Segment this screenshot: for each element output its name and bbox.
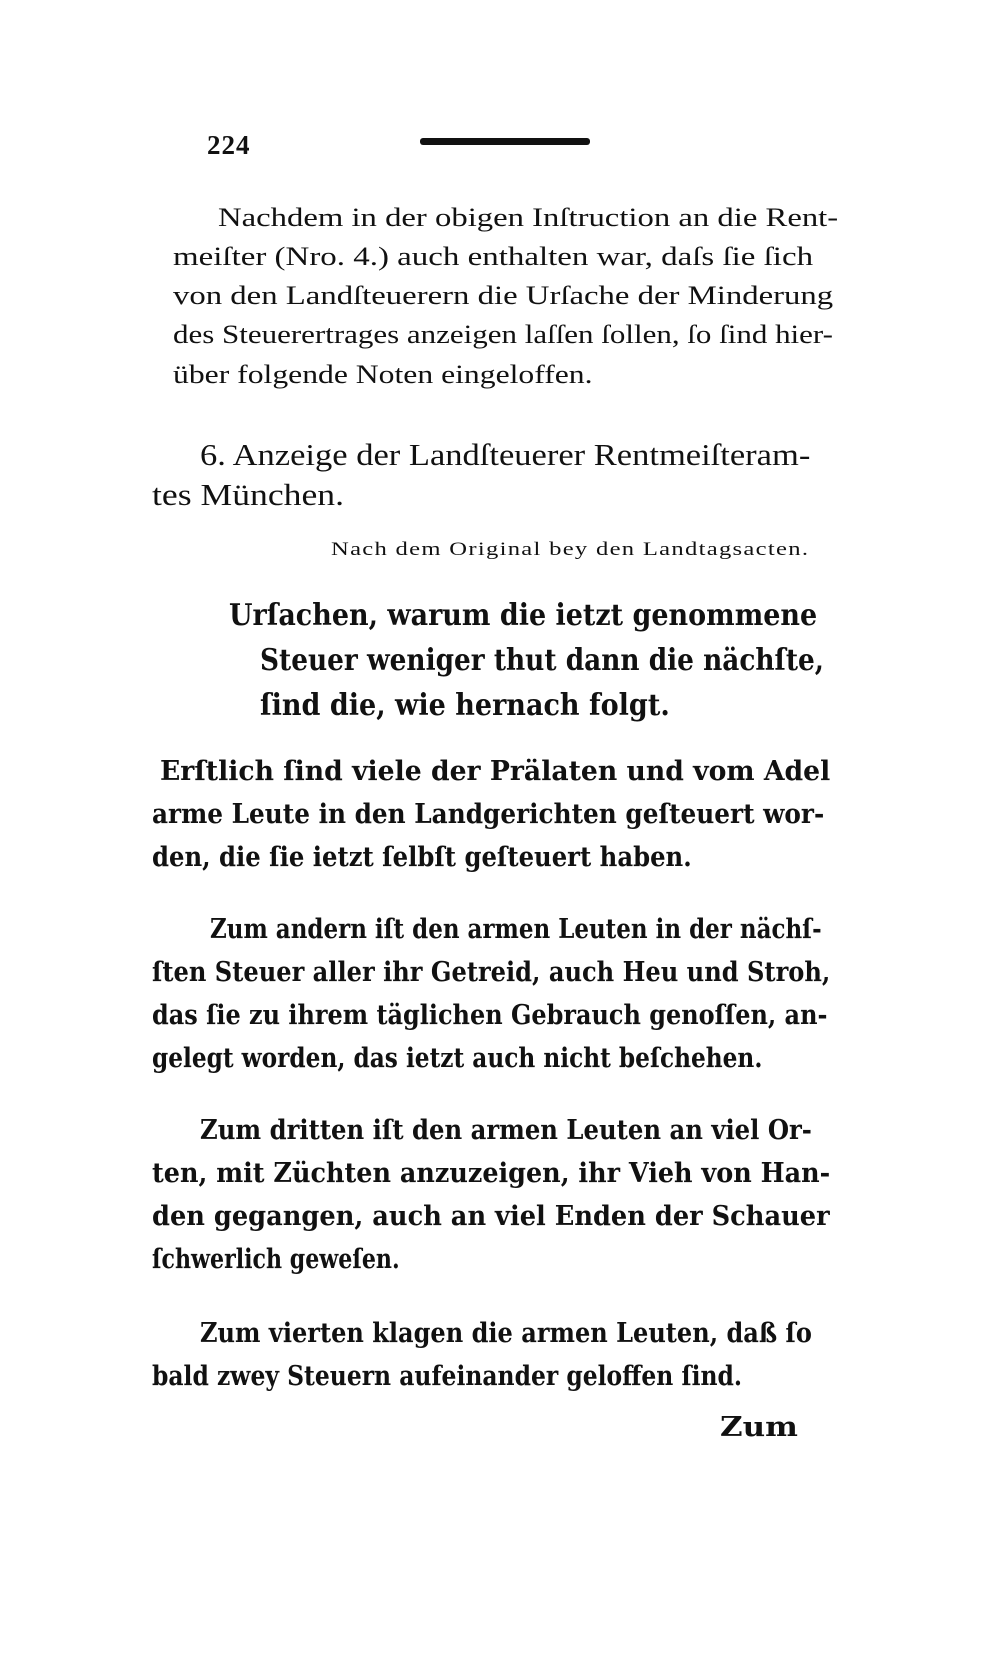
intro-line: meiſter (Nro. 4.) auch enthalten war, daſs ſie ſich (173, 242, 814, 271)
paragraph-line: Zum andern iſt den armen Leuten in der nächſ- (210, 914, 822, 945)
paragraph-line: bald zwey Steuern aufeinander geloffen ſind. (152, 1361, 743, 1392)
catchword: Zum (720, 1412, 798, 1443)
page-number: 224 (207, 130, 251, 160)
paragraph-line: ten, mit Züchten anzuzeigen, ihr Vieh von Han- (152, 1158, 831, 1189)
intro-line: des Steuerertrages anzeigen laſſen ſollen, ſo ſind hier- (173, 320, 833, 349)
paragraph-line: den, die ſie ietzt ſelbſt geſteuert haben. (152, 842, 692, 873)
intro-line: Nachdem in der obigen Inſtruction an die Rent- (218, 203, 839, 232)
header-rule (420, 138, 590, 145)
paragraph-line: Erſtlich ſind viele der Prälaten und vom Adel (160, 756, 831, 787)
source-note: Nach dem Original bey den Landtagsacten. (331, 539, 810, 560)
intro-line: über folgende Noten eingeloffen. (173, 360, 593, 389)
heading-line: 6. Anzeige der Landſteuerer Rentmeiſteram- (200, 437, 811, 472)
heading-line: tes München. (152, 477, 345, 512)
paragraph-line: gelegt worden, das ietzt auch nicht beſchehen. (152, 1043, 763, 1074)
paragraph-line: den gegangen, auch an viel Enden der Schauer (152, 1201, 830, 1232)
paragraph-line: ſchwerlich geweſen. (152, 1244, 400, 1275)
paragraph-line: arme Leute in den Landgerichten geſteuert wor- (152, 799, 825, 830)
paragraph-line: das ſie zu ihrem täglichen Gebrauch genoſſen, an- (152, 1000, 828, 1031)
paragraph-line: ſten Steuer aller ihr Getreid, auch Heu und Stroh, (152, 957, 831, 988)
intro-line: von den Landſteuerern die Urſache der Minderung (173, 281, 834, 310)
paragraph-line: Zum dritten iſt den armen Leuten an viel Or- (200, 1115, 812, 1146)
paragraph-line: Zum vierten klagen die armen Leuten, daß ſo (200, 1318, 812, 1349)
title-line: ſind die, wie hernach folgt. (260, 688, 670, 723)
title-line: Steuer weniger thut dann die nächſte, (260, 643, 824, 678)
title-line: Urſachen, warum die ietzt genommene (229, 598, 818, 633)
